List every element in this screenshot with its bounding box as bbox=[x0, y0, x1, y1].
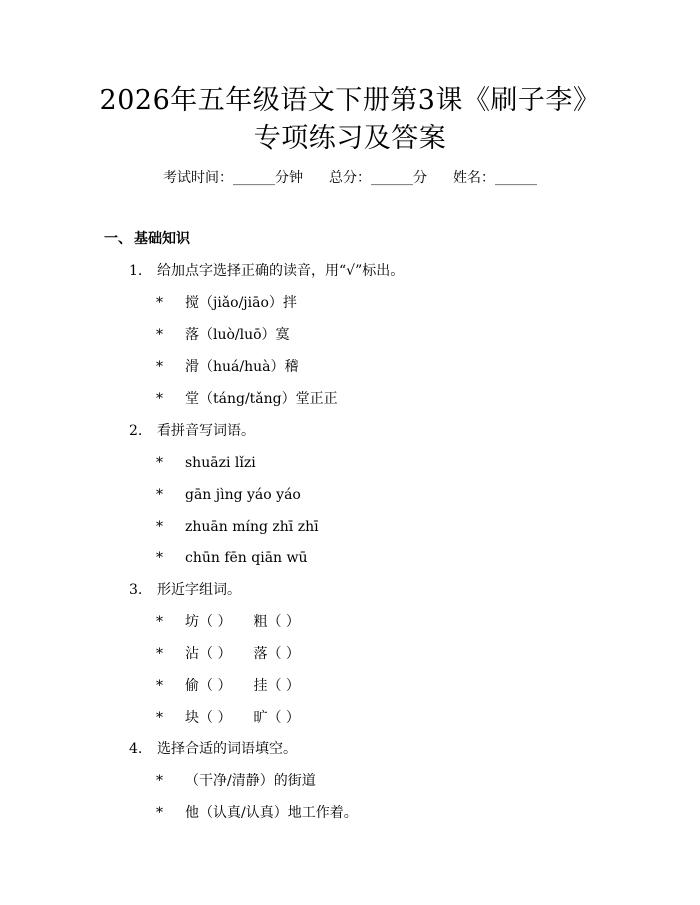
item-text: shuāzi lǐzi bbox=[185, 455, 256, 471]
list-item bbox=[156, 771, 316, 791]
list-item bbox=[156, 325, 290, 345]
item-text: 挂（ ） bbox=[253, 678, 300, 694]
list-item bbox=[156, 389, 338, 409]
section-title: 基础知识 bbox=[134, 231, 190, 247]
question-1 bbox=[129, 261, 404, 281]
bullet-marker: * bbox=[156, 805, 163, 821]
question-prompt: 形近字组词。 bbox=[157, 582, 241, 598]
list-item bbox=[156, 676, 300, 696]
list-item bbox=[156, 453, 256, 473]
bullet-marker: * bbox=[156, 487, 163, 503]
bullet-marker: * bbox=[156, 327, 163, 343]
exam-info bbox=[0, 168, 700, 188]
bullet-marker: * bbox=[156, 359, 163, 375]
student-name-field: 姓名：______ bbox=[453, 170, 537, 186]
total-score-field: 总分：______分 bbox=[329, 170, 427, 186]
question-2 bbox=[129, 421, 255, 441]
section-heading bbox=[104, 229, 190, 249]
bullet-marker: * bbox=[156, 550, 163, 566]
item-text: 粗（ ） bbox=[253, 614, 300, 630]
bullet-marker: * bbox=[156, 519, 163, 535]
document-title: 2026年五年级语文下册第3课《刷子李》专项练习及答案 bbox=[99, 85, 601, 154]
question-number: 2. bbox=[129, 423, 143, 439]
bullet-marker: * bbox=[156, 646, 163, 662]
list-item bbox=[156, 293, 297, 313]
item-text: 坊（ ） bbox=[185, 614, 232, 630]
item-text: 沾（ ） bbox=[185, 646, 232, 662]
bullet-marker: * bbox=[156, 295, 163, 311]
item-text: gān jìng yáo yáo bbox=[185, 487, 301, 503]
list-item bbox=[156, 612, 300, 632]
exam-time-field: 考试时间：______分钟 bbox=[163, 170, 303, 186]
bullet-marker: * bbox=[156, 391, 163, 407]
item-text: 偷（ ） bbox=[185, 678, 232, 694]
question-number: 3. bbox=[129, 582, 143, 598]
bullet-marker: * bbox=[156, 678, 163, 694]
item-text: 堂（táng/tǎng）堂正正 bbox=[185, 391, 338, 407]
item-text: 旷（ ） bbox=[253, 710, 300, 726]
item-text: zhuān míng zhī zhī bbox=[185, 519, 319, 535]
list-item bbox=[156, 357, 298, 377]
list-item bbox=[156, 803, 358, 823]
list-item bbox=[156, 644, 300, 664]
question-prompt: 给加点字选择正确的读音，用“√”标出。 bbox=[157, 263, 405, 279]
item-text: （干净/清静）的街道 bbox=[185, 773, 316, 789]
item-text: 搅（jiǎo/jiāo）拌 bbox=[185, 295, 297, 311]
item-text: 块（ ） bbox=[185, 710, 232, 726]
bullet-marker: * bbox=[156, 455, 163, 471]
item-text: 他（认真/认真）地工作着。 bbox=[185, 805, 358, 821]
section-number: 一、 bbox=[104, 231, 132, 247]
bullet-marker: * bbox=[156, 773, 163, 789]
question-prompt: 看拼音写词语。 bbox=[157, 423, 255, 439]
question-prompt: 选择合适的词语填空。 bbox=[157, 741, 297, 757]
list-item bbox=[156, 517, 319, 537]
list-item bbox=[156, 548, 308, 568]
list-item bbox=[156, 485, 301, 505]
question-number: 4. bbox=[129, 741, 143, 757]
bullet-marker: * bbox=[156, 614, 163, 630]
question-number: 1. bbox=[129, 263, 143, 279]
question-4 bbox=[129, 739, 297, 759]
item-text: 滑（huá/huà）稽 bbox=[185, 359, 299, 375]
question-3 bbox=[129, 580, 241, 600]
list-item bbox=[156, 708, 300, 728]
item-text: 落（luò/luō）寞 bbox=[185, 327, 290, 343]
item-text: 落（ ） bbox=[253, 646, 300, 662]
bullet-marker: * bbox=[156, 710, 163, 726]
item-text: chūn fēn qiān wū bbox=[185, 550, 308, 566]
